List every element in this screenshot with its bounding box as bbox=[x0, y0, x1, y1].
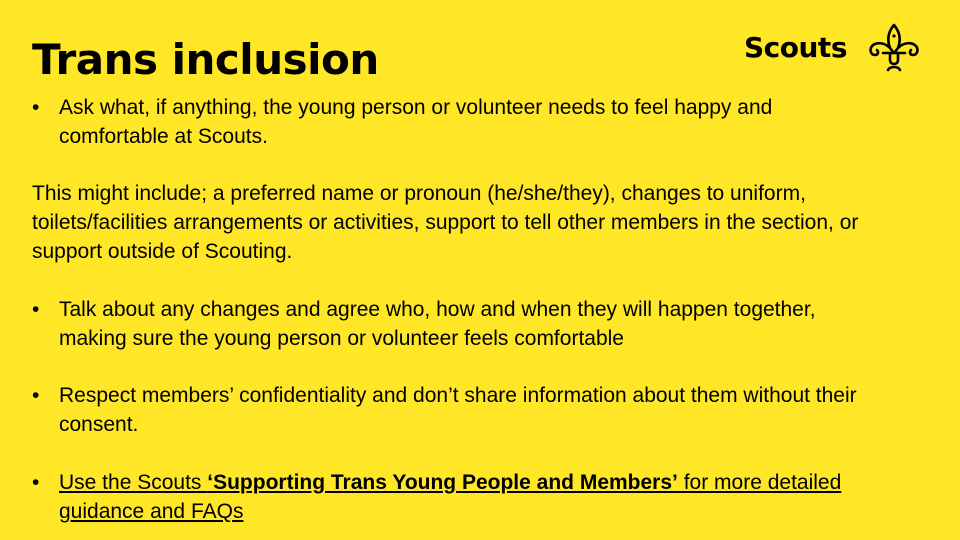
guidance-link-suffix: for more detailed guidance and FAQs bbox=[59, 471, 842, 523]
bullet-item bbox=[32, 93, 862, 151]
bullet-item bbox=[32, 295, 862, 353]
guidance-link[interactable] bbox=[59, 468, 862, 526]
slide-title: Trans inclusion bbox=[32, 35, 379, 84]
scouts-logo bbox=[744, 22, 924, 74]
bullet-item bbox=[32, 381, 862, 439]
bullet-dot: • bbox=[32, 96, 40, 119]
body-paragraph: This might include; a preferred name or pronoun (he/she/they), changes to uniform, toilets/facilities arrangements or activities, support to tell other members in the section, or support outside of Scouting. bbox=[32, 182, 859, 263]
bullet-dot: • bbox=[32, 471, 40, 494]
guidance-link-prefix: Use the Scouts bbox=[59, 471, 208, 494]
fleur-de-lis-icon bbox=[866, 22, 922, 74]
bullet-item bbox=[32, 468, 862, 526]
bullet-text: Respect members’ confidentiality and don’t share information about them without their consent. bbox=[59, 384, 857, 436]
guidance-link-title[interactable]: ‘Supporting Trans Young People and Members’ bbox=[207, 471, 678, 494]
bullet-text: Talk about any changes and agree who, how and when they will happen together, making sure the young person or volunteer feels comfortable bbox=[59, 298, 816, 350]
bullet-dot: • bbox=[32, 298, 40, 321]
bullet-text: Ask what, if anything, the young person or volunteer needs to feel happy and comfortable at Scouts. bbox=[59, 96, 773, 148]
bullet-dot: • bbox=[32, 384, 40, 407]
scouts-wordmark: Scouts bbox=[744, 31, 847, 64]
